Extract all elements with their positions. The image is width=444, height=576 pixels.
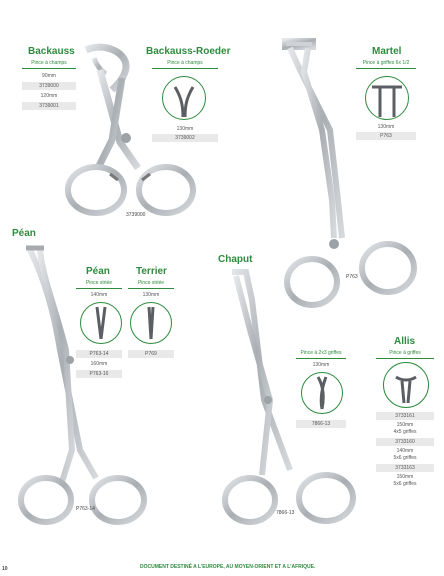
pean-section-title: Péan — [12, 228, 36, 239]
martel-size: 130mm — [377, 124, 395, 130]
allis-size-150b: 150mm — [396, 474, 414, 480]
backauss-roeder-title: Backauss-Roeder — [146, 46, 231, 57]
pean-size-140: 140mm — [90, 292, 108, 298]
pean-subtitle: Pince striée — [85, 280, 113, 286]
allis-title: Allis — [394, 336, 416, 347]
backauss-roeder-subtitle: Pince à champs — [167, 60, 203, 66]
martel-ref: P763 — [346, 274, 358, 280]
martel-divider — [356, 68, 416, 69]
martel-code: P763 — [356, 132, 416, 140]
allis-teeth-4x5: 4x5 griffes — [393, 429, 417, 435]
backauss-roeder-size: 130mm — [176, 126, 194, 132]
page-number: 10 — [2, 566, 8, 572]
chaput-divider — [296, 358, 346, 359]
chaput-ref: 7866-13 — [276, 510, 295, 516]
terrier-code: P769 — [128, 350, 174, 358]
backauss-size-90: 90mm — [22, 72, 76, 80]
allis-code-3733160: 3733160 — [376, 438, 434, 446]
allis-code-3733163: 3733163 — [376, 464, 434, 472]
chaput-size: 130mm — [312, 362, 330, 368]
backauss-divider — [22, 68, 76, 69]
pean-title: Péan — [86, 266, 110, 277]
backauss-roeder-tip-detail — [162, 76, 206, 120]
chaput-code: 7866-13 — [296, 420, 346, 428]
backauss-roeder-divider — [152, 68, 218, 69]
chaput-subtitle: Pince à 2x3 griffes — [300, 350, 342, 356]
pean-ref: P763-14 — [76, 506, 95, 512]
allis-subtitle: Pince à griffes — [389, 350, 421, 356]
allis-teeth-5x6b: 5x6 griffes — [393, 481, 417, 487]
chaput-tip-detail — [301, 372, 343, 414]
backauss-title: Backauss — [28, 46, 75, 57]
terrier-divider — [128, 288, 174, 289]
chaput-title: Chaput — [218, 254, 253, 265]
backauss-size-120: 120mm — [22, 92, 76, 100]
pean-code-14: P763-14 — [76, 350, 122, 358]
backauss-code-3739000: 3739000 — [22, 82, 76, 90]
footer-note: DOCUMENT DESTINÉ A L'EUROPE, AU MOYEN-ORIENT ET A L'AFRIQUE. — [140, 564, 316, 570]
terrier-subtitle: Pince striée — [137, 280, 165, 286]
martel-title: Martel — [372, 46, 402, 57]
allis-size-140: 140mm — [396, 448, 414, 454]
pean-size-160: 160mm — [90, 361, 108, 367]
allis-divider — [376, 358, 434, 359]
pean-forceps-illustration — [21, 248, 144, 522]
backauss-ref: 3739000 — [126, 212, 146, 218]
backauss-code-3739001: 3739001 — [22, 102, 76, 110]
terrier-size: 130mm — [142, 292, 160, 298]
allis-tip-detail — [383, 362, 429, 408]
allis-teeth-5x6a: 5x6 griffes — [393, 455, 417, 461]
pean-code-16: P763-16 — [76, 370, 122, 378]
backauss-subtitle: Pince à champs — [31, 60, 67, 66]
terrier-title: Terrier — [136, 266, 167, 277]
martel-tip-detail — [365, 76, 409, 120]
martel-subtitle: Pince à griffes 6x 1/2 — [362, 60, 410, 66]
allis-size-150a: 150mm — [396, 422, 414, 428]
pean-divider — [76, 288, 122, 289]
backauss-roeder-code: 3739002 — [152, 134, 218, 142]
allis-code-3733161: 3733161 — [376, 412, 434, 420]
terrier-tip-detail — [130, 302, 172, 344]
pean-tip-detail — [80, 302, 122, 344]
